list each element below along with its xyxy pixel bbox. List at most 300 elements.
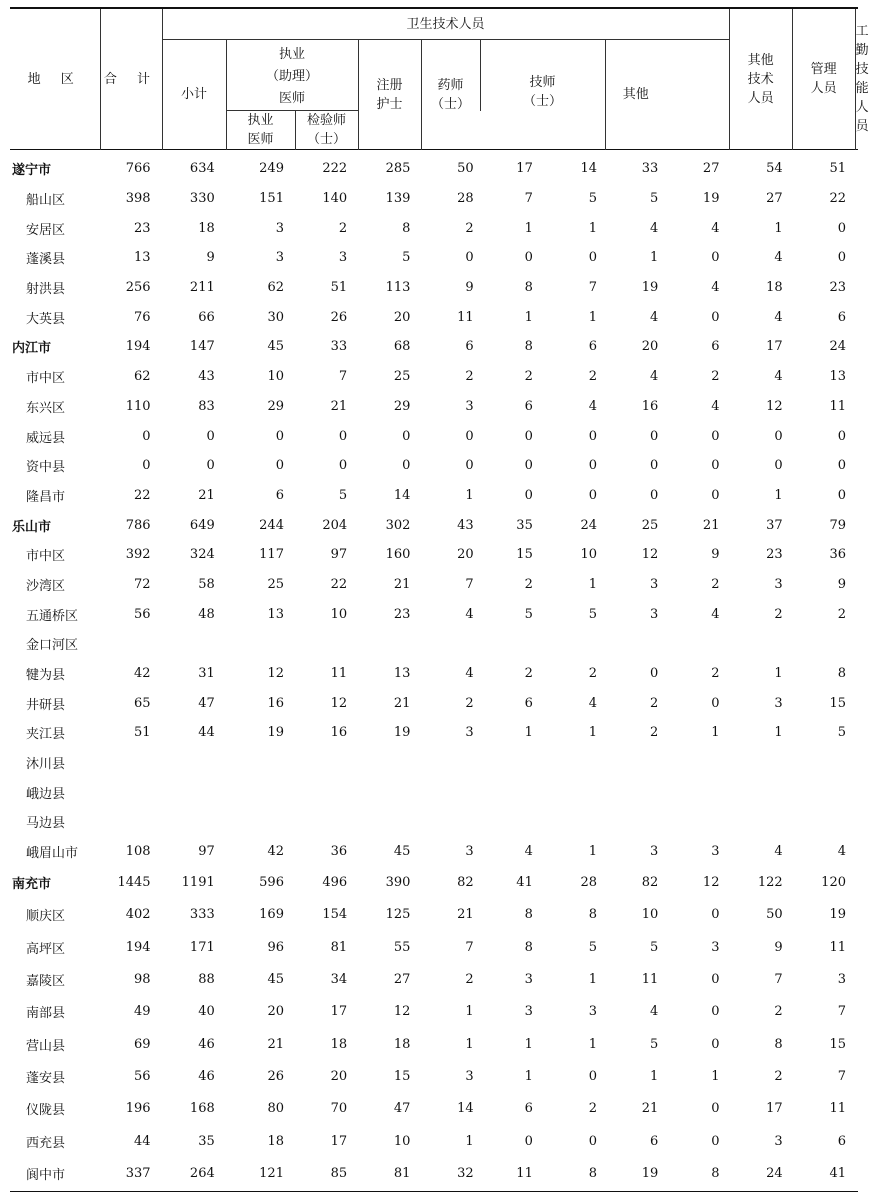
cell-value (486, 777, 545, 807)
cell-value: 140 (322, 191, 348, 207)
cell-value: 65 (133, 695, 151, 711)
cell-value (795, 748, 858, 778)
cell-value (163, 807, 227, 837)
cell-value: 7 (524, 191, 533, 207)
header-practicing-physician: 执业 医师 (226, 111, 295, 150)
cell-value: 36 (829, 547, 846, 563)
cell-value: 169 (259, 907, 284, 923)
cell-value: 17 (330, 1133, 348, 1149)
cell-value: 0 (711, 1101, 720, 1117)
cell-value: 13 (267, 606, 284, 622)
cell-value: 4 (711, 606, 720, 622)
region-name: 大英县 (26, 311, 66, 327)
region-name: 蓬安县 (26, 1070, 66, 1086)
cell-value: 0 (465, 428, 474, 444)
cell-value: 21 (457, 907, 474, 923)
cell-value: 20 (457, 547, 474, 563)
region-name: 乐山市 (12, 519, 52, 535)
table-body-upper (10, 154, 858, 867)
cell-value: 496 (322, 875, 348, 891)
cell-value (795, 629, 858, 659)
cell-value: 5 (402, 250, 411, 266)
cell-value: 17 (516, 161, 533, 177)
table-row (10, 777, 858, 807)
table-row (10, 302, 858, 332)
cell-value: 8 (774, 1036, 783, 1052)
cell-value: 120 (821, 875, 846, 891)
cell-value: 160 (385, 547, 411, 563)
cell-value: 4 (774, 309, 783, 325)
region-name: 高坪区 (26, 941, 66, 957)
cell-value: 66 (198, 309, 215, 325)
cell-value: 122 (757, 875, 783, 891)
cell-value: 2 (524, 666, 533, 682)
cell-value: 1 (588, 309, 598, 325)
cell-value: 0 (711, 309, 720, 325)
cell-value: 18 (330, 1036, 348, 1052)
region-name: 嘉陵区 (26, 974, 66, 990)
cell-value: 21 (267, 1036, 284, 1052)
cell-value: 46 (198, 1068, 215, 1084)
cell-value: 19 (702, 191, 720, 207)
cell-value: 13 (393, 666, 411, 682)
header-pharmacist: 药师 （士） (421, 40, 480, 150)
cell-value: 3 (588, 1004, 598, 1020)
header-logistics: 工勤 技能 人员 (855, 8, 858, 150)
cell-value: 14 (457, 1101, 474, 1117)
cell-value: 7 (465, 939, 474, 955)
cell-value: 0 (524, 458, 533, 474)
city-row (10, 332, 858, 362)
cell-value: 35 (516, 517, 533, 533)
cell-value: 97 (198, 844, 215, 860)
cell-value: 97 (330, 547, 348, 563)
cell-value (670, 748, 731, 778)
cell-value: 26 (267, 1068, 284, 1084)
cell-value: 85 (330, 1165, 348, 1181)
cell-value: 1 (774, 666, 783, 682)
cell-value: 3 (649, 844, 659, 860)
table-row (10, 273, 858, 303)
cell-value: 24 (829, 339, 846, 355)
header-other-tech: 其他 技术 人员 (729, 8, 792, 150)
region-name: 沙湾区 (26, 578, 66, 594)
header-lab-technician: 检验师 （士） (295, 111, 358, 150)
cell-value: 0 (275, 458, 284, 474)
cell-value: 3 (524, 1004, 533, 1020)
cell-value (359, 748, 422, 778)
cell-value: 47 (393, 1101, 411, 1117)
table-row (10, 931, 858, 963)
cell-value: 398 (125, 191, 151, 207)
cell-value (163, 629, 227, 659)
cell-value: 18 (393, 1036, 411, 1052)
cell-value: 0 (524, 250, 533, 266)
cell-value: 16 (267, 695, 284, 711)
cell-value: 649 (189, 517, 215, 533)
header-registered-nurse: 注册 护士 (358, 40, 421, 150)
cell-value: 3 (774, 576, 783, 592)
cell-value: 2 (588, 369, 598, 385)
cell-value: 1 (465, 487, 474, 503)
cell-value: 24 (580, 517, 598, 533)
cell-value: 5 (588, 939, 598, 955)
city-row (10, 510, 858, 540)
cell-value (795, 807, 858, 837)
cell-value: 6 (275, 487, 284, 503)
cell-value: 3 (275, 220, 284, 236)
cell-value (100, 748, 162, 778)
cell-value: 25 (393, 369, 411, 385)
cell-value: 56 (133, 1068, 151, 1084)
cell-value: 2 (711, 576, 720, 592)
cell-value: 0 (711, 250, 720, 266)
region-name: 资中县 (26, 460, 66, 476)
cell-value: 211 (189, 280, 215, 296)
cell-value: 0 (649, 666, 659, 682)
region-name: 五通桥区 (26, 608, 79, 624)
region-name: 内江市 (12, 341, 52, 357)
cell-value: 18 (198, 220, 215, 236)
cell-value: 98 (133, 972, 151, 988)
cell-value: 0 (837, 428, 846, 444)
cell-value: 41 (516, 875, 533, 891)
table-row (10, 748, 858, 778)
cell-value: 3 (711, 939, 720, 955)
cell-value (359, 807, 422, 837)
cell-value: 5 (649, 1036, 659, 1052)
cell-value: 0 (338, 428, 348, 444)
cell-value (731, 777, 794, 807)
cell-value: 12 (702, 875, 720, 891)
cell-value: 0 (524, 1133, 533, 1149)
cell-value: 7 (837, 1068, 846, 1084)
cell-value: 33 (330, 339, 348, 355)
header-subtotal: 小计 (162, 40, 226, 150)
cell-value: 28 (457, 191, 474, 207)
table-row (10, 837, 858, 867)
cell-value: 392 (125, 547, 151, 563)
table-row (10, 1060, 858, 1092)
region-name: 南部县 (26, 1006, 66, 1022)
cell-value: 2 (588, 666, 598, 682)
cell-value: 35 (198, 1133, 215, 1149)
cell-value (731, 629, 794, 659)
cell-value: 18 (267, 1133, 284, 1149)
cell-value: 171 (189, 939, 215, 955)
table-header (10, 7, 869, 150)
cell-value: 54 (766, 161, 783, 177)
cell-value: 1 (524, 309, 533, 325)
cell-value: 5 (588, 191, 598, 207)
cell-value: 4 (711, 220, 720, 236)
header-total: 合 计 (100, 8, 162, 150)
cell-value: 196 (125, 1101, 151, 1117)
cell-value: 8 (524, 939, 533, 955)
cell-value (545, 748, 609, 778)
cell-value: 5 (649, 191, 659, 207)
cell-value: 151 (259, 191, 284, 207)
cell-value: 4 (837, 844, 846, 860)
cell-value: 125 (385, 907, 411, 923)
cell-value: 2 (649, 695, 659, 711)
cell-value: 6 (524, 695, 533, 711)
cell-value: 333 (189, 907, 215, 923)
cell-value (486, 807, 545, 837)
cell-value: 0 (588, 1068, 598, 1084)
cell-value: 0 (837, 487, 846, 503)
cell-value: 72 (133, 576, 151, 592)
cell-value: 83 (198, 398, 215, 414)
cell-value: 1 (588, 1036, 598, 1052)
cell-value: 337 (125, 1165, 151, 1181)
cell-value: 27 (393, 972, 411, 988)
cell-value: 1 (588, 844, 598, 860)
cell-value: 45 (267, 339, 284, 355)
cell-value: 8 (588, 1165, 598, 1181)
cell-value: 11 (330, 666, 348, 682)
cell-value: 17 (766, 1101, 783, 1117)
cell-value: 20 (330, 1068, 348, 1084)
cell-value (731, 748, 794, 778)
cell-value: 80 (267, 1101, 284, 1117)
table-row (10, 451, 858, 481)
cell-value: 56 (133, 606, 151, 622)
cell-value: 43 (457, 517, 474, 533)
cell-value: 11 (457, 309, 474, 325)
cell-value: 44 (133, 1133, 151, 1149)
cell-value: 9 (206, 250, 215, 266)
cell-value: 12 (393, 1004, 411, 1020)
cell-value: 1 (711, 1068, 720, 1084)
cell-value: 11 (829, 398, 846, 414)
region-name: 遂宁市 (12, 163, 52, 179)
cell-value: 256 (125, 280, 151, 296)
cell-value: 34 (330, 972, 348, 988)
cell-value: 113 (385, 280, 411, 296)
cell-value: 7 (837, 1004, 846, 1020)
cell-value: 2 (837, 606, 846, 622)
cell-value: 1 (524, 725, 533, 741)
cell-value: 222 (322, 161, 348, 177)
cell-value (486, 748, 545, 778)
region-name: 东兴区 (26, 400, 66, 416)
cell-value: 48 (198, 606, 215, 622)
cell-value: 79 (829, 517, 846, 533)
region-name: 阆中市 (26, 1167, 66, 1183)
cell-value: 4 (588, 398, 598, 414)
table-body-lower (10, 867, 858, 1190)
cell-value: 25 (641, 517, 659, 533)
cell-value: 6 (711, 339, 720, 355)
cell-value: 3 (774, 1133, 783, 1149)
cell-value: 25 (267, 576, 284, 592)
table-row (10, 184, 858, 214)
cell-value: 37 (766, 517, 783, 533)
cell-value: 47 (198, 695, 215, 711)
table-row (10, 362, 858, 392)
table-row (10, 963, 858, 995)
cell-value: 0 (588, 458, 598, 474)
cell-value: 12 (641, 547, 659, 563)
cell-value: 19 (641, 280, 659, 296)
region-name: 仪陇县 (26, 1103, 66, 1119)
cell-value: 1 (524, 1036, 533, 1052)
cell-value (296, 748, 359, 778)
cell-value: 194 (125, 339, 151, 355)
cell-value: 7 (465, 576, 474, 592)
cell-value: 324 (189, 547, 215, 563)
cell-value: 2 (774, 606, 783, 622)
region-name: 夹江县 (26, 727, 66, 743)
cell-value (296, 777, 359, 807)
cell-value: 2 (649, 725, 659, 741)
region-name: 西充县 (26, 1135, 66, 1151)
cell-value (100, 777, 162, 807)
cell-value: 194 (125, 939, 151, 955)
cell-value: 6 (465, 339, 474, 355)
cell-value (227, 629, 296, 659)
cell-value: 10 (580, 547, 598, 563)
cell-value: 3 (711, 844, 720, 860)
cell-value: 41 (829, 1165, 846, 1181)
cell-value: 0 (465, 458, 474, 474)
cell-value: 2 (588, 1101, 598, 1117)
cell-value: 7 (338, 369, 348, 385)
cell-value: 0 (338, 458, 348, 474)
cell-value (486, 629, 545, 659)
city-row (10, 154, 858, 184)
cell-value: 8 (402, 220, 411, 236)
cell-value (100, 629, 162, 659)
cell-value: 0 (206, 428, 215, 444)
cell-value: 5 (524, 606, 533, 622)
cell-value: 8 (711, 1165, 720, 1181)
cell-value: 0 (588, 428, 598, 444)
cell-value: 302 (385, 517, 411, 533)
cell-value: 3 (465, 1068, 474, 1084)
region-name: 市中区 (26, 371, 66, 387)
cell-value: 21 (393, 695, 411, 711)
region-name: 犍为县 (26, 668, 66, 684)
table-row (10, 996, 858, 1028)
cell-value (100, 807, 162, 837)
region-name: 射洪县 (26, 282, 66, 298)
cell-value: 4 (649, 220, 659, 236)
cell-value: 19 (393, 725, 411, 741)
cell-value: 17 (766, 339, 783, 355)
cell-value: 31 (198, 666, 215, 682)
cell-value: 16 (330, 725, 348, 741)
cell-value: 44 (198, 725, 215, 741)
cell-value: 51 (829, 161, 846, 177)
cell-value: 40 (198, 1004, 215, 1020)
cell-value: 45 (267, 972, 284, 988)
region-name: 蓬溪县 (26, 252, 66, 268)
cell-value: 81 (393, 1165, 411, 1181)
cell-value: 5 (837, 725, 846, 741)
cell-value: 9 (465, 280, 474, 296)
cell-value: 12 (267, 666, 284, 682)
cell-value: 11 (641, 972, 659, 988)
cell-value: 10 (393, 1133, 411, 1149)
region-name: 市中区 (26, 549, 66, 565)
cell-value: 0 (711, 487, 720, 503)
cell-value: 402 (125, 907, 151, 923)
cell-value: 3 (837, 972, 846, 988)
cell-value: 2 (774, 1068, 783, 1084)
cell-value: 3 (774, 695, 783, 711)
cell-value: 46 (198, 1036, 215, 1052)
cell-value: 3 (275, 250, 284, 266)
region-name: 峨边县 (26, 786, 66, 802)
cell-value: 4 (465, 606, 474, 622)
table-row (10, 392, 858, 422)
cell-value: 0 (837, 250, 846, 266)
cell-value: 20 (641, 339, 659, 355)
cell-value: 2 (465, 695, 474, 711)
cell-value: 2 (774, 1004, 783, 1020)
cell-value: 50 (766, 907, 783, 923)
cell-value: 4 (465, 666, 474, 682)
cell-value: 76 (133, 309, 151, 325)
cell-value: 1 (588, 576, 598, 592)
cell-value: 1 (465, 1036, 474, 1052)
header-practicing-assistant-physician: 执业 （助理） 医师 (226, 40, 358, 111)
cell-value (731, 807, 794, 837)
cell-value: 1191 (181, 875, 215, 891)
cell-value: 36 (330, 844, 348, 860)
table-row (10, 718, 858, 748)
cell-value: 6 (524, 1101, 533, 1117)
cell-value: 1 (465, 1004, 474, 1020)
cell-value: 23 (766, 547, 783, 563)
cell-value: 4 (649, 369, 659, 385)
cell-value: 786 (125, 517, 151, 533)
cell-value: 0 (402, 458, 411, 474)
cell-value: 3 (649, 576, 659, 592)
table-row (10, 570, 858, 600)
cell-value: 3 (649, 606, 659, 622)
cell-value: 7 (774, 972, 783, 988)
cell-value: 0 (588, 1133, 598, 1149)
cell-value: 0 (774, 458, 783, 474)
cell-value: 10 (330, 606, 348, 622)
cell-value: 4 (649, 1004, 659, 1020)
cell-value: 21 (198, 487, 215, 503)
cell-value: 18 (766, 280, 783, 296)
cell-value: 20 (267, 1004, 284, 1020)
cell-value: 1 (649, 250, 659, 266)
cell-value (609, 629, 670, 659)
cell-value: 43 (198, 369, 215, 385)
table-row (10, 1028, 858, 1060)
cell-value: 0 (649, 428, 659, 444)
cell-value: 3 (524, 972, 533, 988)
cell-value: 8 (524, 339, 533, 355)
table-row (10, 899, 858, 931)
table-row (10, 481, 858, 511)
cell-value: 1 (588, 972, 598, 988)
cell-value: 4 (774, 369, 783, 385)
region-name: 营山县 (26, 1038, 66, 1054)
cell-value: 0 (275, 428, 284, 444)
cell-value: 69 (133, 1036, 151, 1052)
cell-value: 5 (338, 487, 348, 503)
cell-value: 6 (524, 398, 533, 414)
region-name: 马边县 (26, 816, 66, 832)
cell-value: 121 (259, 1165, 284, 1181)
